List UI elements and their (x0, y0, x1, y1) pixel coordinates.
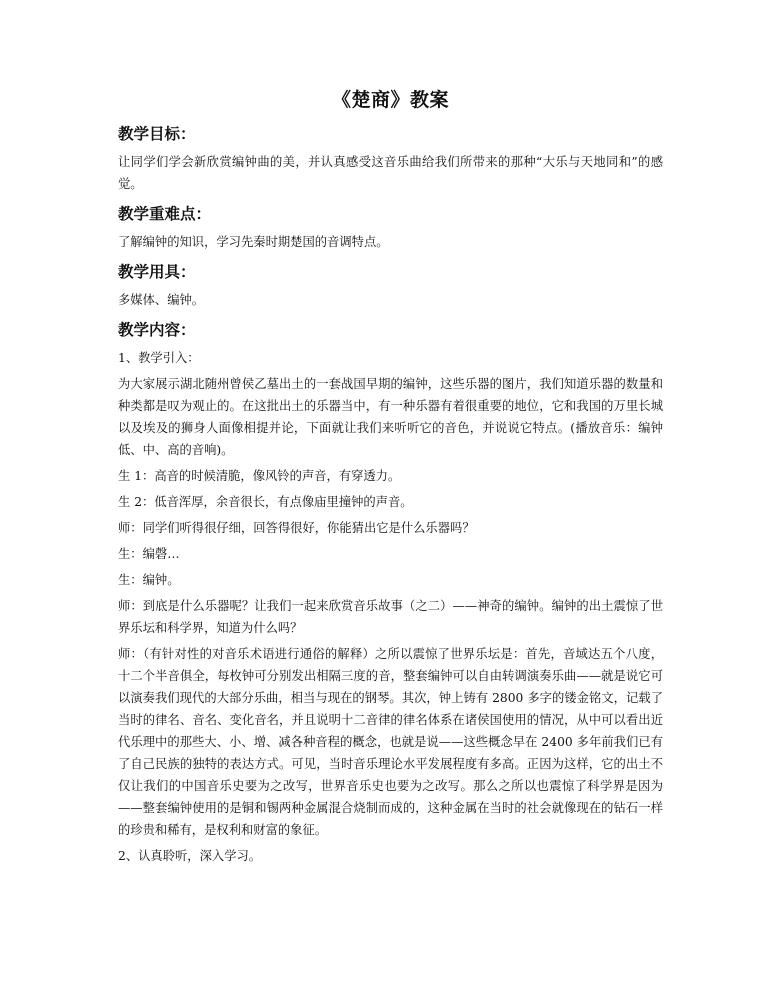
document-page (118, 86, 663, 874)
section-teaching-goals (118, 122, 663, 195)
section-heading: 教学内容： (118, 321, 196, 339)
content-item: 2、认真聆听，深入学习。 (118, 849, 262, 863)
section-text: 了解编钟的知识，学习先秦时期楚国的音调特点。 (118, 235, 389, 249)
section-teaching-content (118, 318, 663, 867)
content-item: 生：编磬… (118, 547, 180, 561)
section-key-points (118, 202, 663, 253)
section-heading: 教学目标： (118, 125, 196, 143)
section-text: 多媒体、编钟。 (118, 293, 205, 307)
content-item: 师：（有针对性的对音乐术语进行通俗的解释）之所以震惊了世界乐坛是：首先，音域达五个八度，十二个半音俱全，每枚钟可分别发出相隔三度的音，整套编钟可以自由转调演奏乐曲——就是说它可以演奏我们现代的大部分乐曲，相当与现在的钢琴。其次，钟上铸有 2800 多字的镂金铭文，记载了当时的律名、音名、变化音名，并且说明十二音律的律名体系在诸侯国使用的情况，从中可以看出近代乐理中的那些大、小、增、减各种音程的概念，也就是说——这些概念早在 2400 多年前我们已有了自己民族的独特的表达方式。可见，当时音乐理论水平发展程度有多高。正因为这样，它的出土不仅让我们的中国音乐史要为之改写，世界音乐史也要为之改写。那么之所以也震惊了科学界是因为——整套编钟使用的是铜和锡两种金属混合烧制而成的，这种金属在当时的社会就像现在的钻石一样的珍贵和稀有，是权利和财富的象征。 (118, 647, 663, 837)
section-heading: 教学重难点： (118, 205, 212, 223)
content-item: 1、教学引入： (118, 351, 200, 365)
section-teaching-tools (118, 260, 663, 311)
document-title: 《楚商》教案 (331, 89, 449, 111)
content-item: 生 1：高音的时候清脆，像风铃的声音，有穿透力。 (118, 469, 401, 483)
content-item: 师：同学们听得很仔细，回答得很好，你能猜出它是什么乐器吗？ (118, 521, 475, 535)
section-text: 让同学们学会新欣赏编钟曲的美，并认真感受这音乐曲给我们所带来的那种“大乐与天地同和”的感觉。 (118, 155, 663, 191)
content-item: 生：编钟。 (118, 573, 180, 587)
content-item: 为大家展示湖北随州曾侯乙墓出土的一套战国早期的编钟，这些乐器的图片，我们知道乐器的数量和种类都是叹为观止的。在这批出土的乐器当中，有一种乐器有着很重要的地位，它和我国的万里长城以及埃及的狮身人面像相提并论，下面就让我们来听听它的音色，并说说它特点。(播放音乐：编钟低、中、高的音响)。 (118, 377, 663, 457)
section-heading: 教学用具： (118, 263, 196, 281)
content-item: 生 2：低音浑厚，余音很长，有点像庙里撞钟的声音。 (118, 495, 413, 509)
content-item: 师：到底是什么乐器呢？让我们一起来欣赏音乐故事（之二）——神奇的编钟。编钟的出土震惊了世界乐坛和科学界，知道为什么吗？ (118, 599, 663, 635)
